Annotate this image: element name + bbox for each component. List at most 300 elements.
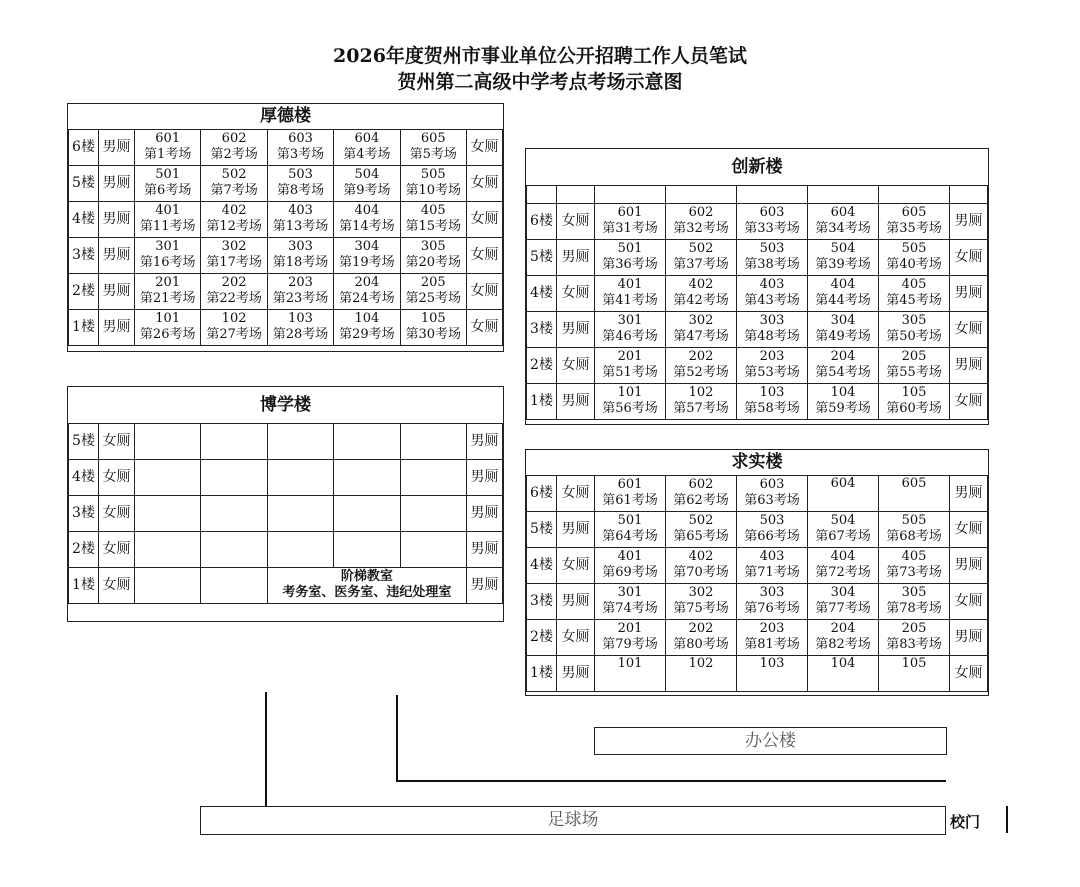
room-name: 第38考场 (744, 257, 800, 272)
exam-room (666, 203, 737, 239)
floor-label: 4楼 (69, 201, 99, 237)
room-number: 403 (759, 549, 785, 564)
exam-room (737, 383, 808, 419)
exam-room (737, 475, 808, 511)
room-number: 103 (288, 311, 313, 326)
room-number: 304 (354, 239, 380, 254)
exam-room (135, 129, 201, 165)
room-name: 第20考场 (405, 255, 462, 270)
room-name: 第51考场 (602, 365, 658, 380)
room-number: 603 (288, 131, 313, 146)
room-name: 第73考场 (886, 565, 942, 580)
exam-room (737, 619, 808, 655)
floor-label: 2楼 (69, 273, 99, 309)
room-number: 604 (830, 205, 856, 220)
floor-label: 5楼 (69, 165, 99, 201)
room-number: 201 (155, 275, 181, 290)
room-number: 301 (617, 313, 643, 328)
room-name: 第6考场 (144, 183, 192, 198)
room-number: 402 (688, 277, 714, 292)
exam-room (879, 203, 950, 239)
exam-room (595, 275, 666, 311)
classroom (201, 423, 267, 459)
building-qiushi (525, 449, 989, 696)
exam-room (737, 511, 808, 547)
floor-row (527, 383, 988, 419)
exam-room (201, 165, 267, 201)
exam-room (808, 511, 879, 547)
exam-room (400, 309, 466, 345)
toilet-left: 女厕 (99, 531, 135, 567)
toilet-right: 男厕 (950, 347, 988, 383)
room-name: 第53考场 (744, 365, 800, 380)
floor-row (69, 237, 503, 273)
exam-room (595, 547, 666, 583)
floor-label: 2楼 (527, 347, 557, 383)
room-number: 404 (354, 203, 380, 218)
exam-room (334, 237, 400, 273)
building-name: 求实楼 (527, 450, 988, 475)
room-name: 第7考场 (210, 183, 258, 198)
room-number: 202 (688, 349, 714, 364)
exam-room (400, 129, 466, 165)
exam-room (267, 273, 333, 309)
exam-room (879, 475, 950, 511)
exam-room (334, 201, 400, 237)
exam-room (808, 239, 879, 275)
room-number: 202 (221, 275, 247, 290)
room-name: 第19考场 (339, 255, 395, 270)
exam-room (595, 655, 666, 691)
room-number: 404 (830, 277, 856, 292)
floor-label: 3楼 (69, 495, 99, 531)
room-name: 第63考场 (744, 493, 800, 508)
room-number: 301 (155, 239, 181, 254)
room-number: 305 (901, 313, 927, 328)
exam-room (135, 309, 201, 345)
room-name: 第69考场 (602, 565, 658, 580)
floor-row (527, 583, 988, 619)
exam-room (879, 511, 950, 547)
toilet-right: 女厕 (467, 309, 503, 345)
toilet-left: 女厕 (99, 459, 135, 495)
room-name: 第21考场 (139, 291, 196, 306)
floor-row (69, 201, 503, 237)
room-number: 301 (617, 585, 643, 600)
floor-label: 2楼 (527, 619, 557, 655)
room-number: 604 (354, 131, 380, 146)
room-number: 304 (830, 585, 856, 600)
room-number: 402 (688, 549, 714, 564)
toilet-left: 男厕 (557, 583, 595, 619)
toilet-right: 女厕 (467, 273, 503, 309)
room-name: 第8考场 (276, 183, 325, 198)
exam-room (267, 237, 333, 273)
room-number: 103 (759, 655, 785, 671)
classroom (135, 567, 201, 603)
building-boxue (67, 386, 504, 622)
exam-room (879, 547, 950, 583)
room-number: 205 (420, 275, 446, 290)
room-number: 101 (617, 385, 643, 400)
floor-row (527, 311, 988, 347)
exam-room (400, 201, 466, 237)
exam-room (808, 383, 879, 419)
exam-room (267, 309, 333, 345)
room-name: 第35考场 (886, 221, 942, 236)
room-number: 104 (830, 385, 856, 400)
room-name: 第11考场 (139, 219, 196, 234)
exam-room (400, 237, 466, 273)
floor-row (69, 309, 503, 345)
building-chuangxin (525, 148, 989, 425)
room-number: 504 (354, 167, 380, 182)
floor-row (69, 129, 503, 165)
room-name: 第81考场 (744, 637, 800, 652)
room-number: 601 (155, 131, 181, 146)
room-name: 第67考场 (815, 529, 871, 544)
room-name: 第47考场 (673, 329, 729, 344)
room-number: 605 (901, 205, 927, 220)
floor-label: 1楼 (69, 567, 99, 603)
room-number: 501 (617, 241, 643, 256)
exam-room (879, 655, 950, 691)
service-rooms-label: 考务室、医务室、违纪处理室 (282, 585, 452, 600)
exam-room (666, 347, 737, 383)
building-name: 博学楼 (69, 387, 503, 423)
room-name: 第65考场 (673, 529, 729, 544)
exam-room (334, 129, 400, 165)
classroom (201, 531, 267, 567)
room-name: 第72考场 (815, 565, 871, 580)
classroom (201, 459, 267, 495)
room-number: 401 (155, 203, 181, 218)
room-number: 302 (688, 313, 714, 328)
classroom (334, 531, 400, 567)
toilet-right: 男厕 (950, 547, 988, 583)
floor-row (527, 239, 988, 275)
exam-room (135, 237, 201, 273)
toilet-left: 男厕 (557, 511, 595, 547)
room-name: 第3考场 (276, 147, 325, 162)
room-name: 第22考场 (206, 291, 262, 306)
room-name: 第50考场 (886, 329, 942, 344)
classroom (334, 423, 400, 459)
floor-row (69, 459, 503, 495)
classroom (267, 531, 333, 567)
room-name: 第75考场 (673, 601, 729, 616)
room-number: 503 (288, 167, 313, 182)
building-name: 厚德楼 (69, 104, 503, 129)
toilet-left: 男厕 (557, 239, 595, 275)
exam-room (666, 275, 737, 311)
room-number: 605 (901, 475, 927, 491)
exam-room (595, 347, 666, 383)
toilet-right: 女厕 (467, 165, 503, 201)
toilet-left: 女厕 (557, 547, 595, 583)
exam-room (334, 273, 400, 309)
exam-room (595, 619, 666, 655)
exam-room (666, 239, 737, 275)
room-number: 302 (688, 585, 714, 600)
room-number: 405 (901, 549, 927, 564)
floor-row (69, 495, 503, 531)
toilet-left: 男厕 (99, 165, 135, 201)
floor-row (69, 423, 503, 459)
exam-room (879, 311, 950, 347)
toilet-left: 男厕 (99, 237, 135, 273)
toilet-right: 男厕 (467, 423, 503, 459)
room-number: 503 (759, 513, 785, 528)
exam-room (737, 311, 808, 347)
room-name: 第78考场 (886, 601, 942, 616)
room-number: 201 (617, 621, 643, 636)
exam-room (595, 511, 666, 547)
room-name: 第39考场 (815, 257, 871, 272)
room-name: 第62考场 (673, 493, 729, 508)
exam-room (201, 129, 267, 165)
room-name: 第54考场 (815, 365, 871, 380)
toilet-right: 男厕 (950, 203, 988, 239)
exam-room (400, 165, 466, 201)
classroom (135, 531, 201, 567)
room-name: 第83考场 (886, 637, 942, 652)
toilet-right: 女厕 (950, 583, 988, 619)
room-number: 303 (759, 585, 785, 600)
toilet-right: 女厕 (950, 511, 988, 547)
exam-room (666, 511, 737, 547)
floor-label: 1楼 (69, 309, 99, 345)
room-name: 第56考场 (602, 401, 658, 416)
room-number: 602 (688, 477, 714, 492)
room-number: 404 (830, 549, 856, 564)
room-number: 601 (617, 477, 643, 492)
floor-label: 5楼 (527, 511, 557, 547)
room-name: 第49考场 (815, 329, 871, 344)
room-name: 第26考场 (139, 327, 196, 342)
room-number: 501 (155, 167, 181, 182)
floor-row (69, 273, 503, 309)
toilet-left: 男厕 (99, 273, 135, 309)
exam-room (666, 475, 737, 511)
room-name: 第17考场 (206, 255, 262, 270)
exam-room (808, 583, 879, 619)
room-number: 401 (617, 549, 643, 564)
floor-row (527, 347, 988, 383)
toilet-left: 男厕 (557, 655, 595, 691)
room-name: 第2考场 (210, 147, 258, 162)
room-number: 204 (830, 349, 856, 364)
room-number: 602 (221, 131, 247, 146)
room-name: 第9考场 (343, 183, 391, 198)
room-number: 103 (759, 385, 785, 400)
toilet-left: 女厕 (99, 495, 135, 531)
exam-room (666, 655, 737, 691)
exam-room (201, 273, 267, 309)
floor-label: 5楼 (69, 423, 99, 459)
exam-room (879, 583, 950, 619)
exam-room (808, 475, 879, 511)
exam-room (808, 311, 879, 347)
exam-room (267, 201, 333, 237)
path-line (396, 695, 398, 782)
exam-room (808, 203, 879, 239)
room-name: 第30考场 (405, 327, 462, 342)
toilet-left: 女厕 (557, 347, 595, 383)
toilet-right: 男厕 (467, 531, 503, 567)
room-name: 第76考场 (744, 601, 800, 616)
exam-room (737, 203, 808, 239)
classroom (267, 495, 333, 531)
room-number: 203 (288, 275, 313, 290)
exam-room (135, 165, 201, 201)
classroom (400, 531, 466, 567)
map-title: 2026年度贺州市事业单位公开招聘工作人员笔试 (333, 45, 747, 67)
classroom (135, 459, 201, 495)
room-name: 第28考场 (272, 327, 329, 342)
room-name: 第68考场 (886, 529, 942, 544)
floor-label: 1楼 (527, 383, 557, 419)
building-name: 创新楼 (527, 149, 988, 185)
toilet-left: 女厕 (557, 275, 595, 311)
exam-room (737, 583, 808, 619)
exam-room (737, 347, 808, 383)
classroom (400, 459, 466, 495)
floor-row (69, 531, 503, 567)
room-name: 第80考场 (673, 637, 729, 652)
room-name: 第34考场 (815, 221, 871, 236)
exam-room (595, 383, 666, 419)
room-name: 第70考场 (673, 565, 729, 580)
exam-room (808, 655, 879, 691)
exam-room (267, 129, 333, 165)
room-name: 第14考场 (339, 219, 395, 234)
floor-label: 4楼 (69, 459, 99, 495)
room-number: 105 (420, 311, 446, 326)
room-name: 第44考场 (815, 293, 871, 308)
floor-label: 2楼 (69, 531, 99, 567)
floor-label: 6楼 (69, 129, 99, 165)
office-building: 办公楼 (594, 727, 947, 755)
toilet-right: 男厕 (467, 459, 503, 495)
room-name: 第64考场 (602, 529, 658, 544)
room-number: 105 (901, 655, 927, 671)
room-name: 第45考场 (886, 293, 942, 308)
exam-room (666, 383, 737, 419)
exam-room (737, 655, 808, 691)
room-name: 第58考场 (744, 401, 800, 416)
room-name: 第24考场 (339, 291, 395, 306)
exam-room (400, 273, 466, 309)
exam-room (595, 239, 666, 275)
room-name: 第57考场 (673, 401, 729, 416)
toilet-right: 女厕 (950, 239, 988, 275)
path-line (396, 780, 946, 782)
room-name: 第66考场 (744, 529, 800, 544)
exam-room (595, 311, 666, 347)
room-number: 104 (354, 311, 380, 326)
room-name: 第32考场 (673, 221, 729, 236)
school-gate: 校门 (950, 813, 981, 831)
floor-row (527, 619, 988, 655)
toilet-right: 男厕 (950, 275, 988, 311)
room-number: 205 (901, 349, 927, 364)
room-name: 第12考场 (206, 219, 262, 234)
room-number: 502 (688, 241, 714, 256)
room-name: 第31考场 (602, 221, 658, 236)
toilet-left: 男厕 (99, 309, 135, 345)
room-name: 第74考场 (602, 601, 658, 616)
room-number: 304 (830, 313, 856, 328)
room-name: 第61考场 (602, 493, 658, 508)
classroom (334, 495, 400, 531)
room-number: 303 (288, 239, 313, 254)
room-name: 第42考场 (673, 293, 729, 308)
room-name: 第59考场 (815, 401, 871, 416)
toilet-right: 男厕 (467, 495, 503, 531)
floor-row (527, 275, 988, 311)
spacer-row (527, 185, 988, 203)
toilet-right: 女厕 (467, 129, 503, 165)
qiushi-table (526, 450, 988, 692)
room-number: 402 (221, 203, 247, 218)
classroom (334, 459, 400, 495)
room-name: 第36考场 (602, 257, 658, 272)
exam-room (808, 275, 879, 311)
exam-room (267, 165, 333, 201)
floor-label: 3楼 (69, 237, 99, 273)
room-number: 101 (155, 311, 181, 326)
classroom (201, 567, 267, 603)
room-number: 204 (830, 621, 856, 636)
room-number: 502 (688, 513, 714, 528)
toilet-left: 女厕 (99, 423, 135, 459)
exam-room (737, 239, 808, 275)
classroom (135, 495, 201, 531)
exam-room (737, 275, 808, 311)
room-number: 502 (221, 167, 247, 182)
floor-label: 3楼 (527, 583, 557, 619)
room-number: 405 (901, 277, 927, 292)
room-name: 第79考场 (602, 637, 658, 652)
exam-room (808, 619, 879, 655)
chuangxin-table (526, 149, 988, 420)
classroom (400, 423, 466, 459)
exam-room (666, 583, 737, 619)
houde-table (68, 104, 503, 346)
floor-label: 6楼 (527, 203, 557, 239)
room-name: 第5考场 (409, 147, 457, 162)
room-name: 第37考场 (673, 257, 729, 272)
exam-room (879, 619, 950, 655)
room-name: 第40考场 (886, 257, 942, 272)
lecture-hall-label: 阶梯教室 (340, 569, 393, 584)
floor-row (527, 475, 988, 511)
room-name: 第77考场 (815, 601, 871, 616)
toilet-right: 男厕 (950, 475, 988, 511)
exam-room (808, 547, 879, 583)
room-name: 第16考场 (139, 255, 196, 270)
toilet-right: 男厕 (467, 567, 503, 603)
toilet-right: 女厕 (467, 237, 503, 273)
floor-label: 1楼 (527, 655, 557, 691)
room-number: 602 (688, 205, 714, 220)
room-number: 403 (759, 277, 785, 292)
exam-room (595, 203, 666, 239)
room-number: 102 (688, 385, 714, 400)
floor-label: 5楼 (527, 239, 557, 275)
exam-room (595, 583, 666, 619)
